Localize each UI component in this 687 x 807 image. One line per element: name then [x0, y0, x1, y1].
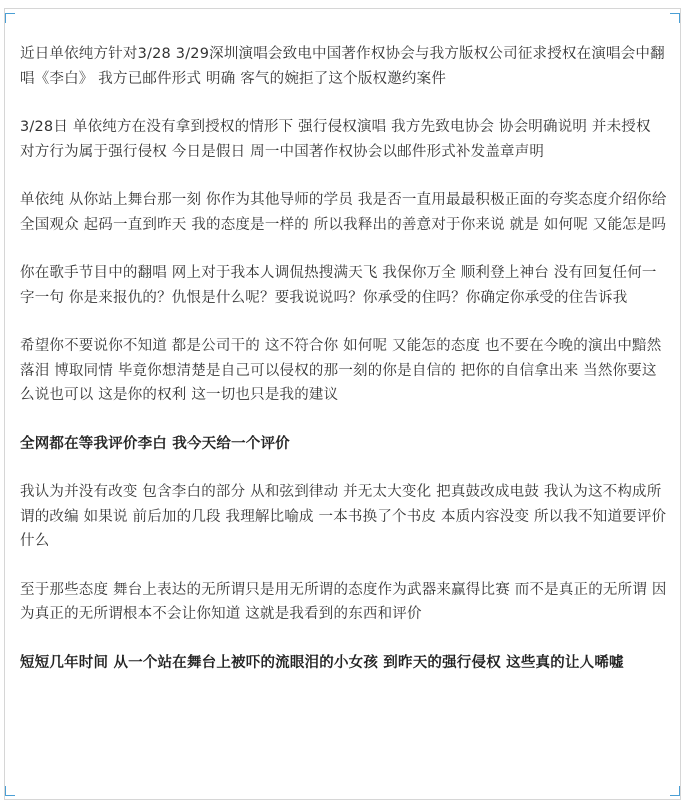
- paragraph-cover-response: 你在歌手节目中的翻唱 网上对于我本人调侃热搜满天飞 我保你万全 顺利登上神台 没有回复任何一字一句 你是来报仇的？仇恨是什么呢？要我说说吗？你承受的住吗？你确定你承受的住告诉我: [20, 265, 657, 306]
- paragraph-closing: 短短几年时间 从一个站在舞台上被吓的流眼泪的小女孩 到昨天的强行侵权 这些真的让人唏嘘: [20, 654, 624, 671]
- corner-decoration-top-left: [5, 13, 15, 23]
- corner-decoration-bottom-right: [670, 786, 680, 796]
- paragraph-evaluation: 我认为并没有改变 包含李白的部分 从和弦到律动 并无太大变化 把真鼓改成电鼓 我认为这不构成所谓的改编 如果说 前后加的几段 我理解比喻成 一本书换了个书皮 本质内容没变 所以我不知道要评价什么: [20, 484, 667, 549]
- paragraph-goodwill: 单依纯 从你站上舞台那一刻 你作为其他导师的学员 我是否一直用最最积极正面的夸奖态度介绍你给全国观众 起码一直到昨天 我的态度是一样的 所以我释出的善意对于你来说 就是 如何呢 又能怎是吗: [20, 192, 667, 233]
- article-body: [20, 42, 668, 699]
- paragraph-attitude: 至于那些态度 舞台上表达的无所谓只是用无所谓的态度作为武器来赢得比赛 而不是真正的无所谓 因为真正的无所谓根本不会让你知道 这就是我看到的东西和评价: [20, 581, 667, 622]
- paragraph-evaluation-heading: 全网都在等我评价李白 我今天给一个评价: [20, 435, 290, 452]
- paragraph-advice: 希望你不要说你不知道 都是公司干的 这不符合你 如何呢 又能怎的态度 也不要在今晚的演出中黯然落泪 博取同情 毕竟你想清楚是自己可以侵权的那一刻的你是自信的 把你的自信拿出来 当然你要这么说也可以 这是你的权利 这一切也只是我的建议: [20, 338, 662, 403]
- corner-decoration-bottom-left: [5, 786, 15, 796]
- paragraph-authorization-request: 近日单依纯方针对3/28 3/29深圳演唱会致电中国著作权协会与我方版权公司征求授权在演唱会中翻唱《李白》 我方已邮件形式 明确 客气的婉拒了这个版权邀约案件: [20, 46, 665, 87]
- paragraph-infringement-statement: 3/28日 单依纯方在没有拿到授权的情形下 强行侵权演唱 我方先致电协会 协会明确说明 并未授权 对方行为属于强行侵权 今日是假日 周一中国著作权协会以邮件形式补发盖章声明: [20, 119, 651, 160]
- corner-decoration-top-right: [670, 13, 680, 23]
